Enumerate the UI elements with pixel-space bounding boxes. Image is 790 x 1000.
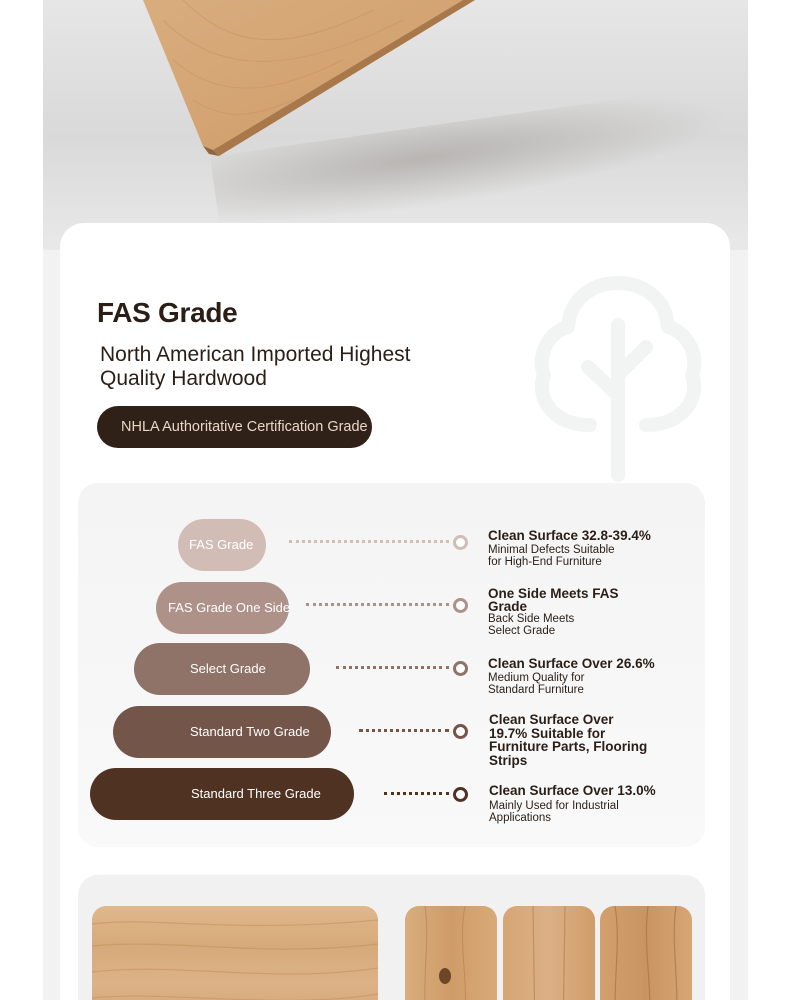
grade-headline: Clean Surface Over 19.7% Suitable for Furniture Parts, Flooring Strips (489, 712, 648, 768)
page-title: FAS Grade (97, 297, 238, 328)
page-subtitle: North American Imported Highest Quality Hardwood (100, 343, 411, 390)
grade-description (489, 713, 659, 767)
grade-pill-select (134, 643, 310, 695)
grade-headline: Clean Surface Over 26.6% (488, 656, 655, 671)
grade-detail: Back Side Meets Select Grade (488, 613, 575, 637)
wood-sample-standard-three (600, 906, 692, 1000)
connector-line (336, 666, 449, 669)
grade-label: FAS Grade One Side (168, 600, 291, 615)
hero-image (43, 0, 748, 250)
ring-marker-icon (453, 724, 468, 739)
wood-knot (405, 906, 497, 1000)
grade-description (488, 657, 658, 696)
wood-lines (503, 906, 595, 1000)
grade-pill-fas (178, 519, 266, 571)
wood-board-illustration (43, 0, 748, 250)
wood-samples-panel (78, 875, 705, 1000)
grade-description (488, 529, 658, 568)
grade-label: Select Grade (190, 661, 266, 676)
grade-pyramid-panel (78, 483, 705, 847)
grade-label: Standard Two Grade (190, 724, 310, 739)
wood-rough (600, 906, 692, 1000)
grade-pill-standard-two (113, 706, 331, 758)
connector-line (359, 729, 449, 732)
wood-grain (92, 906, 378, 1000)
grade-detail: Medium Quality for Standard Furniture (488, 672, 585, 696)
ring-marker-icon (453, 598, 468, 613)
grade-label: Standard Three Grade (191, 786, 321, 801)
grade-detail: Mainly Used for Industrial Applications (489, 800, 619, 824)
grade-headline: Clean Surface Over 13.0% (489, 783, 656, 798)
tree-icon (530, 275, 706, 487)
grade-card (60, 223, 730, 1000)
grade-pill-standard-three (90, 768, 354, 820)
connector-line (289, 540, 449, 543)
certification-badge: NHLA Authoritative Certification Grade (97, 406, 372, 448)
wood-sample-standard-two (503, 906, 595, 1000)
connector-line (306, 603, 449, 606)
ring-marker-icon (453, 661, 468, 676)
connector-line (384, 792, 449, 795)
wood-sample-fas (92, 906, 378, 1000)
grade-headline: One Side Meets FAS Grade (488, 586, 619, 614)
product-page (43, 0, 748, 1000)
grade-pill-fas-one-side (156, 582, 289, 634)
ring-marker-icon (453, 535, 468, 550)
grade-headline: Clean Surface 32.8-39.4% (488, 528, 651, 543)
wood-sample-select (405, 906, 497, 1000)
grade-detail: Minimal Defects Suitable for High-End Furniture (488, 544, 615, 568)
grade-description (489, 784, 659, 824)
grade-description (488, 587, 658, 637)
ring-marker-icon (453, 787, 468, 802)
grade-label: FAS Grade (189, 537, 254, 552)
